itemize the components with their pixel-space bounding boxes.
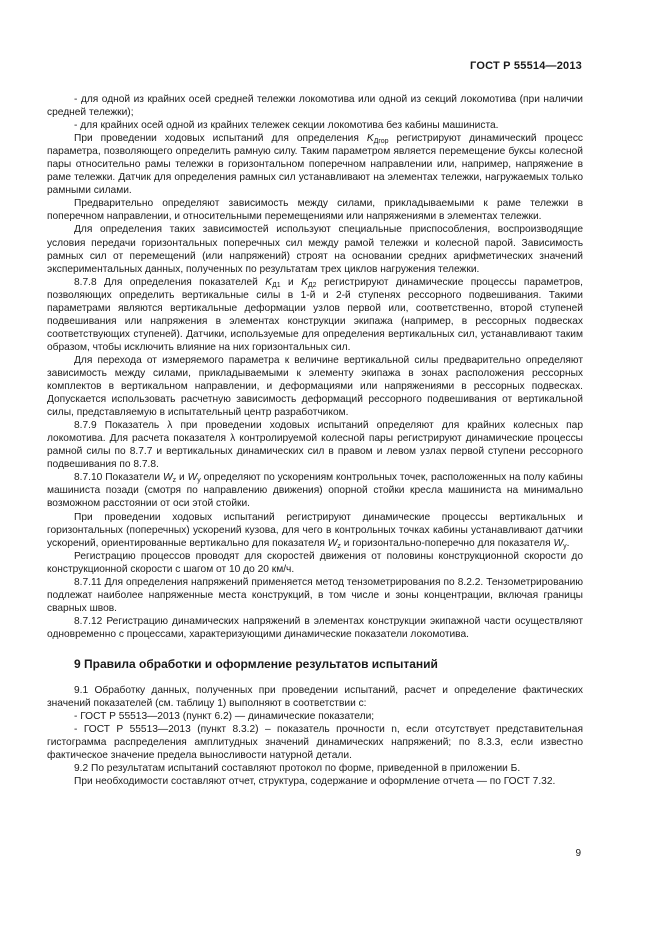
paragraph: При проведении ходовых испытаний регистрируют динамические процессы вертикальных и горизонтальных (поперечных) ускорений кузова, для чего в контрольных точках кабины устанавливают датчики ускорений, ориентированные вертикально для показателя $W_z$ и горизонтально-поперечно для показателя $W_y$. bbox=[47, 511, 583, 550]
document-code-header: ГОСТ Р 55514—2013 bbox=[470, 60, 582, 72]
paragraph: 8.7.11 Для определения напряжений применяется метод тензометрирования по 8.2.2. Тензометрированию подлежат наиболее напряженные места конструкций, в том числе и зоны концентрации, включая границы сварных швов. bbox=[47, 576, 583, 614]
paragraph: Регистрацию процессов проводят для скоростей движения от половины конструкционной скорости до конструкционной скорости с шагом от 10 до 20 км/ч. bbox=[47, 550, 583, 575]
page-number: 9 bbox=[575, 848, 581, 859]
paragraph: 9.2 По результатам испытаний составляют протокол по форме, приведенной в приложении Б. bbox=[74, 763, 521, 775]
paragraph: При проведении ходовых испытаний для определения $K_{Дгор}$ регистрируют динамический процесс параметра, позволяющего определить рамную силу. Таким параметром является перемещение буксы колесной пары относительно рамы тележки в горизонтальном поперечном направлении или, например, напряжение в раме тележки. Датчик для определения рамных сил устанавливают на элементах тележки, нагружаемых только рамными силами. bbox=[47, 133, 584, 197]
paragraph: При необходимости составляют отчет, структура, содержание и оформление отчета — по ГОСТ 7.32. bbox=[74, 776, 556, 788]
paragraph: Для перехода от измеряемого параметра к величине вертикальной силы предварительно определяют зависимость между силами, прикладываемыми к элементу экипажа в зонах расположения рессорных комплектов в вертикальном направлении, и деформациями или напряжениями в рессорных подвесках. Допускается использовать расчетную зависимость деформаций рессорного подвешивания от вертикальной силы, представляемую в испытательный центр разработчиком. bbox=[47, 354, 583, 419]
paragraph: Для определения таких зависимостей используют специальные приспособления, воспроизводящие условия передачи горизонтальных поперечных сил между рамой тележки и колесной парой. Зависимость рамных сил от перемещений (или напряжений) строят на основании средних арифметических значений экспериментальных данных, полученных по результатам трех циклов нагружения тележки. bbox=[47, 224, 583, 275]
paragraph: - для одной из крайних осей средней тележки локомотива или одной из секций локомотива (при наличии средней тележки); bbox=[47, 94, 583, 119]
paragraph: 8.7.8 Для определения показателей $K_{Д1}$ и $K_{Д2}$ регистрируют динамические процессы параметров, позволяющих определить вертикальные силы в 1-й и 2-й ступенях рессорного подвешивания. Такими параметрами являются вертикальные деформации узлов первой или, соответственно, второй ступеней подвешивания или напряжения в элементах конструкции экипажа (например, в рессорных подвесках соответствующих ступеней). Датчики, используемые для определения вертикальных сил, устанавливают таким образом, чтобы исключить влияние на них горизонтальных сил. bbox=[47, 276, 583, 353]
paragraph: 9.1 Обработку данных, полученных при проведении испытаний, расчет и определение фактических значений показателей (см. таблицу 1) выполняют в соответствии с: bbox=[47, 684, 583, 710]
paragraph: Предварительно определяют зависимость между силами, прикладываемыми к раме тележки в поперечном направлении, и относительными перемещениями или напряжениями в элементах тележки. bbox=[47, 198, 583, 223]
paragraph: - для крайних осей одной из крайних тележек секции локомотива без кабины машиниста. bbox=[74, 120, 499, 132]
paragraph: 8.7.10 Показатели $W_z$ и $W_y$ определяют по ускорениям контрольных точек, расположенных на полу кабины машиниста позади (смотря по направлению движения) опорной стойки кресла машиниста на минимально возможном расстоянии от оси этой стойки. bbox=[47, 472, 583, 510]
paragraph: 8.7.9 Показатель λ при проведении ходовых испытаний определяют для крайних колесных пар локомотива. Для расчета показателя λ контролируемой колесной пары регистрируют динамические процессы рамной силы по 8.7.7 и вертикальных динамических сил в правом и левом узлах первой ступени рессорного подвешивания по 8.7.8. bbox=[47, 420, 583, 471]
section-heading: 9 Правила обработки и оформление результатов испытаний bbox=[74, 656, 438, 671]
paragraph: - ГОСТ Р 55513—2013 (пункт 8.3.2) – показатель прочности n, если отсутствует представительная гистограмма распределения амплитудных значений динамических напряжений; по 8.3.3, если известно фактическое значение предела выносливости натурной детали. bbox=[47, 724, 583, 762]
document-body bbox=[47, 93, 583, 788]
paragraph: - ГОСТ Р 55513—2013 (пункт 6.2) — динамические показатели; bbox=[74, 711, 375, 723]
paragraph: 8.7.12 Регистрацию динамических напряжений в элементах конструкции экипажной части осуществляют одновременно с процессами, характеризующими динамические показатели локомотива. bbox=[47, 615, 583, 640]
